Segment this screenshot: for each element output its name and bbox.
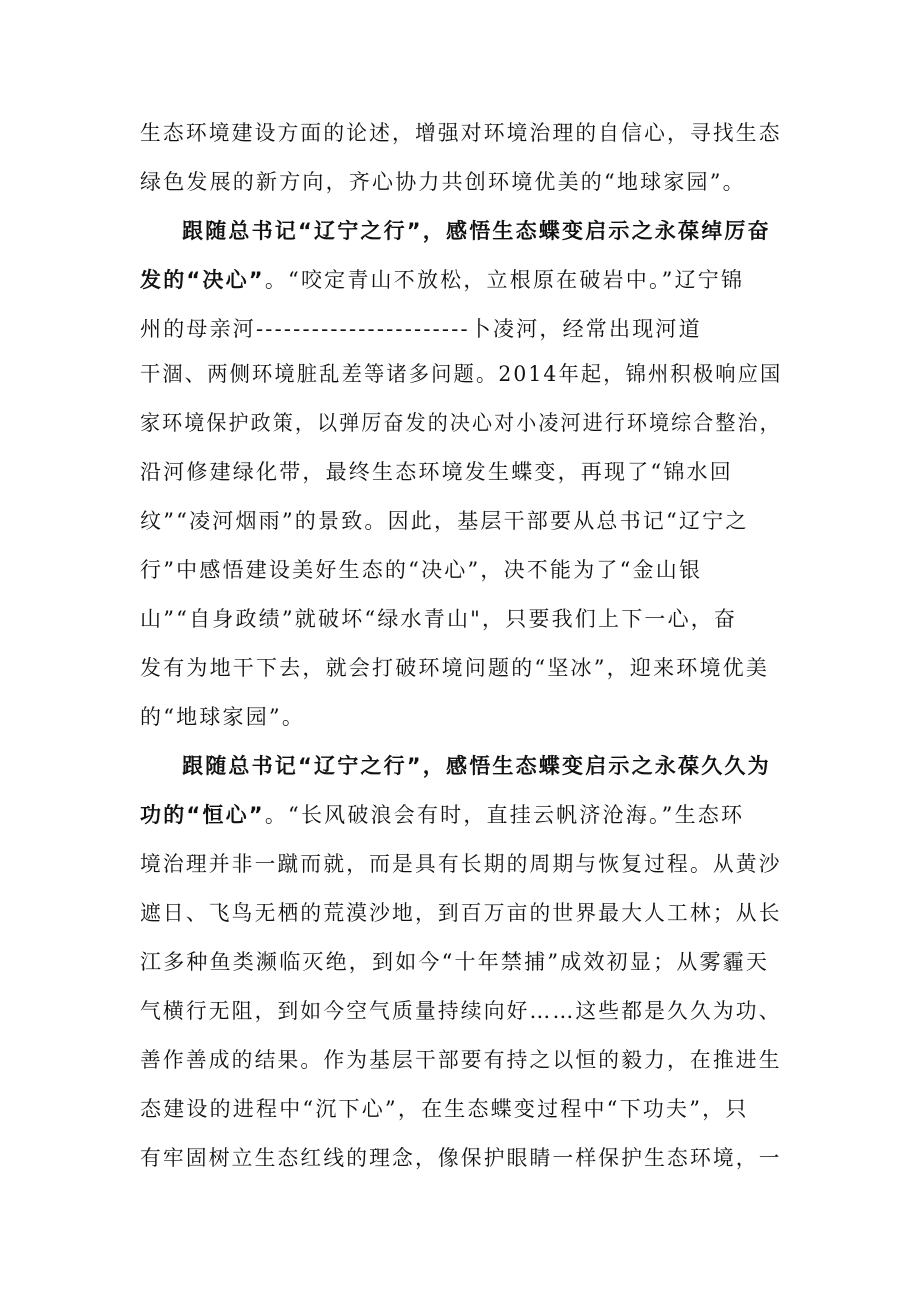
text-line: 干涸、两侧环境脏乱差等诸多问题。2014年起，锦州积极响应国 [140,362,783,386]
text-line: 遮日、飞鸟无栖的荒漠沙地，到百万亩的世界最大人工林；从长 [140,901,782,925]
text-line [140,800,744,830]
text-line: 沿河修建绿化带，最终生态环境发生蝶变，再现了“锦水回 [140,460,733,484]
text-line: 绿色发展的新方向，齐心协力共创环境优美的“地球家园”。 [140,170,746,194]
text-line: 的“地球家园”。 [140,705,306,729]
text-line: 善作善成的结果。作为基层干部要有持之以恒的毅力，在推进生 [140,1048,782,1072]
section-heading-tail: 发的“决心” [140,268,265,292]
section-heading-tail: 功的“恒心” [140,803,265,827]
text-line: 态建设的进程中“沉下心”，在生态蝶变过程中“下功夫”，只 [140,1097,749,1121]
text-line: 山”“自身政绩”就破坏“绿水青山"，只要我们上下一心，奋 [140,607,738,631]
text-line: 行”中感悟建设美好生态的“决心”，决不能为了“金山银 [140,558,703,582]
text-line: 境治理并非一蹴而就，而是具有长期的周期与恢复过程。从黄沙 [140,852,782,876]
text-line [140,265,744,295]
quote-text: 。“咬定青山不放松，立根原在破岩中。”辽宁锦 [264,268,745,292]
text-line: 江多种鱼类濒临灭绝，到如今“十年禁捕”成效初显；从雾霾天 [140,950,770,974]
section-heading: 跟随总书记“辽宁之行”，感悟生态蝶变启示之永葆久久为 [182,754,771,778]
text-line: 家环境保护政策，以弹厉奋发的决心对小凌河进行环境综合整治， [140,411,782,435]
text-line: 气横行无阻，到如今空气质量持续向好……这些都是久久为功、 [140,999,782,1023]
quote-text: 。“长风破浪会有时，直挂云帆济沧海。”生态环 [264,803,745,827]
text-line: 生态环境建设方面的论述，增强对环境治理的自信心，寻找生态 [140,121,782,145]
text-line: 有牢固树立生态红线的理念，像保护眼睛一样保护生态环境，一 [140,1146,782,1170]
text-line: 州的母亲河-----------------------卜凌河，经常出现河道 [140,317,702,341]
section-heading: 跟随总书记“辽宁之行”，感悟生态蝶变启示之永葆绰厉奋 [182,219,771,243]
text-line: 纹”“凌河烟雨”的景致。因此，基层干部要从总书记“辽宁之 [140,509,749,533]
text-line: 发有为地干下去，就会打破环境问题的“坚冰”，迎来环境优美 [140,656,770,680]
